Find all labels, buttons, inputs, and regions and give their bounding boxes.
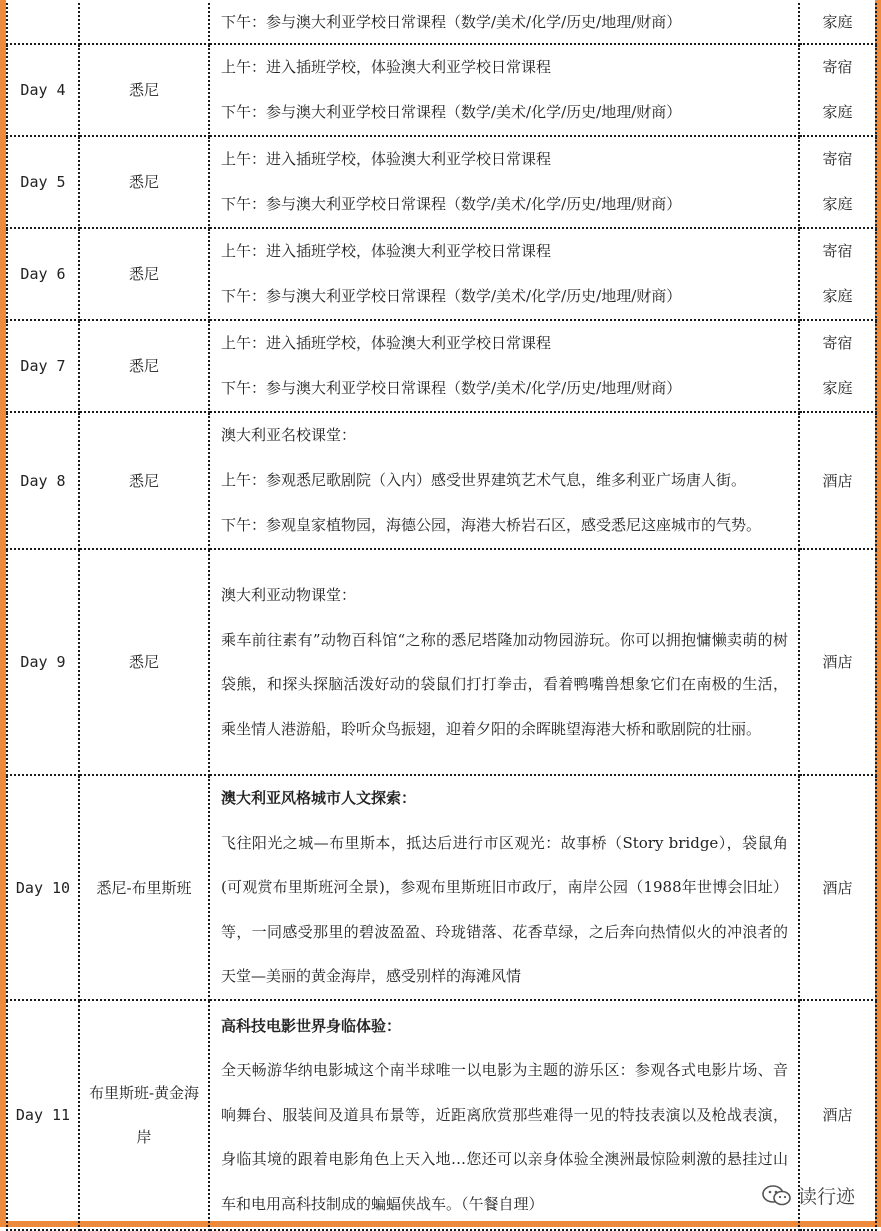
city-cell: 悉尼 — [79, 320, 209, 412]
table-row — [7, 228, 876, 320]
day-cell: Day 10 — [7, 775, 79, 1000]
accommodation: 寄宿 — [822, 242, 853, 260]
city-cell: 悉尼 — [79, 136, 209, 228]
day-cell: Day 11 — [7, 1000, 79, 1230]
itinerary-table — [6, 0, 877, 1231]
table-row — [7, 412, 876, 549]
table-row — [7, 320, 876, 412]
city-cell — [79, 0, 209, 44]
city-cell: 悉尼 — [79, 549, 209, 775]
accommodation: 家庭 — [822, 12, 853, 31]
day-cell — [7, 0, 79, 44]
acc-cell — [799, 44, 876, 136]
accommodation: 酒店 — [822, 1106, 853, 1124]
day-cell: Day 8 — [7, 412, 79, 549]
desc-cell — [209, 775, 799, 1000]
schedule-line: 上午：进入插班学校，体验澳大利亚学校日常课程 — [221, 150, 552, 168]
schedule-line: 上午：进入插班学校，体验澳大利亚学校日常课程 — [221, 334, 552, 352]
schedule-line: 上午：进入插班学校，体验澳大利亚学校日常课程 — [221, 242, 552, 260]
schedule-line: 下午：参与澳大利亚学校日常课程（数学/美术/化学/历史/地理/财商） — [221, 287, 682, 305]
day-cell: Day 6 — [7, 228, 79, 320]
table-row — [7, 549, 876, 775]
section-heading: 澳大利亚风格城市人文探索： — [221, 789, 417, 808]
table-row — [7, 1000, 876, 1230]
acc-cell — [799, 412, 876, 549]
section-body: 乘车前往素有”动物百科馆“之称的悉尼塔隆加动物园游玩。你可以拥抱慵懒卖萌的树袋熊，和探头探脑活泼好动的袋鼠们打打拳击，看着鸭嘴兽想象它们在南极的生活，乘坐情人港游船，聆听众鸟振翅，迎着夕阳的余晖眺望海港大桥和歌剧院的壮丽。 — [221, 630, 788, 738]
wechat-icon — [762, 1184, 792, 1208]
schedule-line: 下午：参与澳大利亚学校日常课程（数学/美术/化学/历史/地理/财商） — [221, 103, 682, 121]
schedule-line: 下午：参与澳大利亚学校日常课程（数学/美术/化学/历史/地理/财商） — [221, 12, 682, 31]
section-body: 飞往阳光之城—布里斯本，抵达后进行市区观光：故事桥（Story bridge），袋鼠角(可观赏布里斯班河全景)，参观布里斯班旧市政厅，南岸公园（1988年世博会旧址）等，一同感受那里的碧波盈盈、玲珑错落、花香草绿，之后奔向热情似火的冲浪者的天堂—美丽的黄金海岸，感受别样的海滩风情 — [221, 833, 788, 986]
desc-cell — [209, 44, 799, 136]
desc-cell — [209, 320, 799, 412]
section-heading: 澳大利亚动物课堂： — [221, 586, 357, 604]
acc-cell — [799, 320, 876, 412]
desc-cell — [209, 1000, 799, 1230]
section-heading: 高科技电影世界身临体验： — [221, 1016, 402, 1035]
day-cell: Day 9 — [7, 549, 79, 775]
watermark — [762, 1182, 855, 1209]
acc-cell — [799, 136, 876, 228]
accommodation: 寄宿 — [822, 58, 853, 76]
table-row — [7, 775, 876, 1000]
accommodation: 寄宿 — [822, 150, 853, 168]
city-cell: 悉尼-布里斯班 — [79, 775, 209, 1000]
section-heading: 澳大利亚名校课堂： — [221, 426, 357, 444]
desc-cell — [209, 0, 799, 44]
table-row — [7, 44, 876, 136]
accommodation: 寄宿 — [822, 334, 853, 352]
day-cell: Day 5 — [7, 136, 79, 228]
accommodation: 家庭 — [822, 195, 853, 213]
schedule-line: 下午：参与澳大利亚学校日常课程（数学/美术/化学/历史/地理/财商） — [221, 379, 682, 397]
table-row — [7, 0, 876, 44]
accommodation: 家庭 — [822, 379, 853, 397]
city-cell: 悉尼 — [79, 228, 209, 320]
day-cell: Day 4 — [7, 44, 79, 136]
schedule-line: 下午：参观皇家植物园，海德公园，海港大桥岩石区，感受悉尼这座城市的气势。 — [221, 516, 762, 534]
accommodation: 酒店 — [822, 653, 853, 671]
watermark-text: 读行迹 — [797, 1186, 855, 1208]
acc-cell — [799, 0, 876, 44]
acc-cell — [799, 549, 876, 775]
schedule-line: 上午：进入插班学校，体验澳大利亚学校日常课程 — [221, 58, 552, 76]
city-cell: 悉尼 — [79, 412, 209, 549]
day-cell: Day 7 — [7, 320, 79, 412]
section-body: 全天畅游华纳电影城这个南半球唯一以电影为主题的游乐区：参观各式电影片场、音响舞台、服装间及道具布景等，近距离欣赏那些难得一见的特技表演以及枪战表演，身临其境的跟着电影角色上天入地…您还可以亲身体验全澳洲最惊险刺激的悬挂过山车和电用高科技制成的蝙蝠侠战车。（午餐自理） — [221, 1061, 788, 1213]
desc-cell — [209, 412, 799, 549]
accommodation: 家庭 — [822, 103, 853, 121]
schedule-line: 下午：参与澳大利亚学校日常课程（数学/美术/化学/历史/地理/财商） — [221, 195, 682, 213]
desc-cell — [209, 549, 799, 775]
desc-cell — [209, 136, 799, 228]
accommodation: 家庭 — [822, 287, 853, 305]
accommodation: 酒店 — [822, 471, 853, 490]
desc-cell — [209, 228, 799, 320]
table-row — [7, 136, 876, 228]
schedule-line: 上午：参观悉尼歌剧院（入内）感受世界建筑艺术气息，维多利亚广场唐人街。 — [221, 471, 747, 489]
acc-cell — [799, 228, 876, 320]
city-name: 布里斯班-黄金海岸 — [88, 1084, 200, 1146]
acc-cell — [799, 775, 876, 1000]
city-cell — [79, 1000, 209, 1230]
accommodation: 酒店 — [822, 878, 853, 897]
city-cell: 悉尼 — [79, 44, 209, 136]
